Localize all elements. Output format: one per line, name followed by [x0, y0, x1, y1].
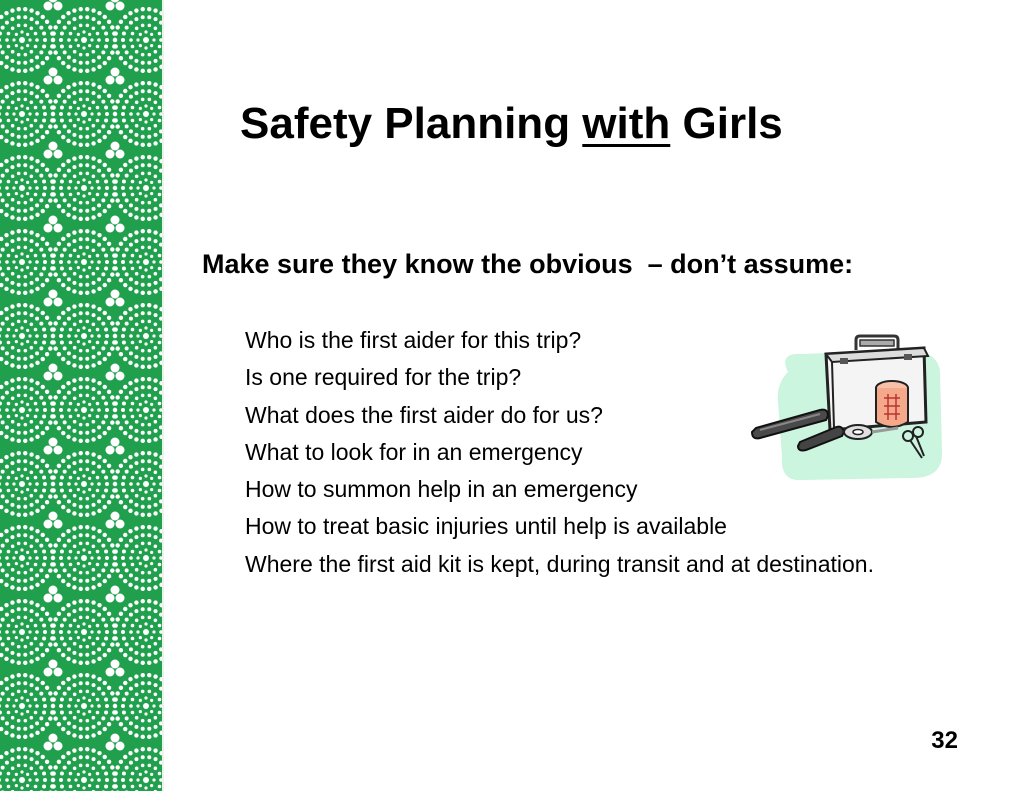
list-item: What to look for in an emergency	[245, 438, 583, 465]
page-number: 32	[931, 727, 958, 754]
title-text-start: Safety Planning	[240, 99, 583, 148]
decorative-side-pattern	[0, 0, 164, 791]
title-underlined-word: with	[582, 99, 671, 148]
slide-title	[240, 96, 783, 152]
title-text-end: Girls	[670, 99, 783, 148]
list-item: Is one required for the trip?	[245, 364, 522, 391]
first-aid-kit-icon	[748, 332, 944, 482]
slide-subheading: Make sure they know the obvious – don’t assume:	[202, 249, 854, 279]
list-item: Where the first aid kit is kept, during transit and at destination.	[245, 550, 874, 577]
list-item: What does the first aider do for us?	[245, 401, 603, 428]
side-pattern-edge	[162, 0, 164, 791]
list-item: Who is the first aider for this trip?	[245, 327, 582, 353]
list-item: How to summon help in an emergency	[245, 476, 638, 503]
list-item: How to treat basic injuries until help is available	[245, 513, 727, 540]
